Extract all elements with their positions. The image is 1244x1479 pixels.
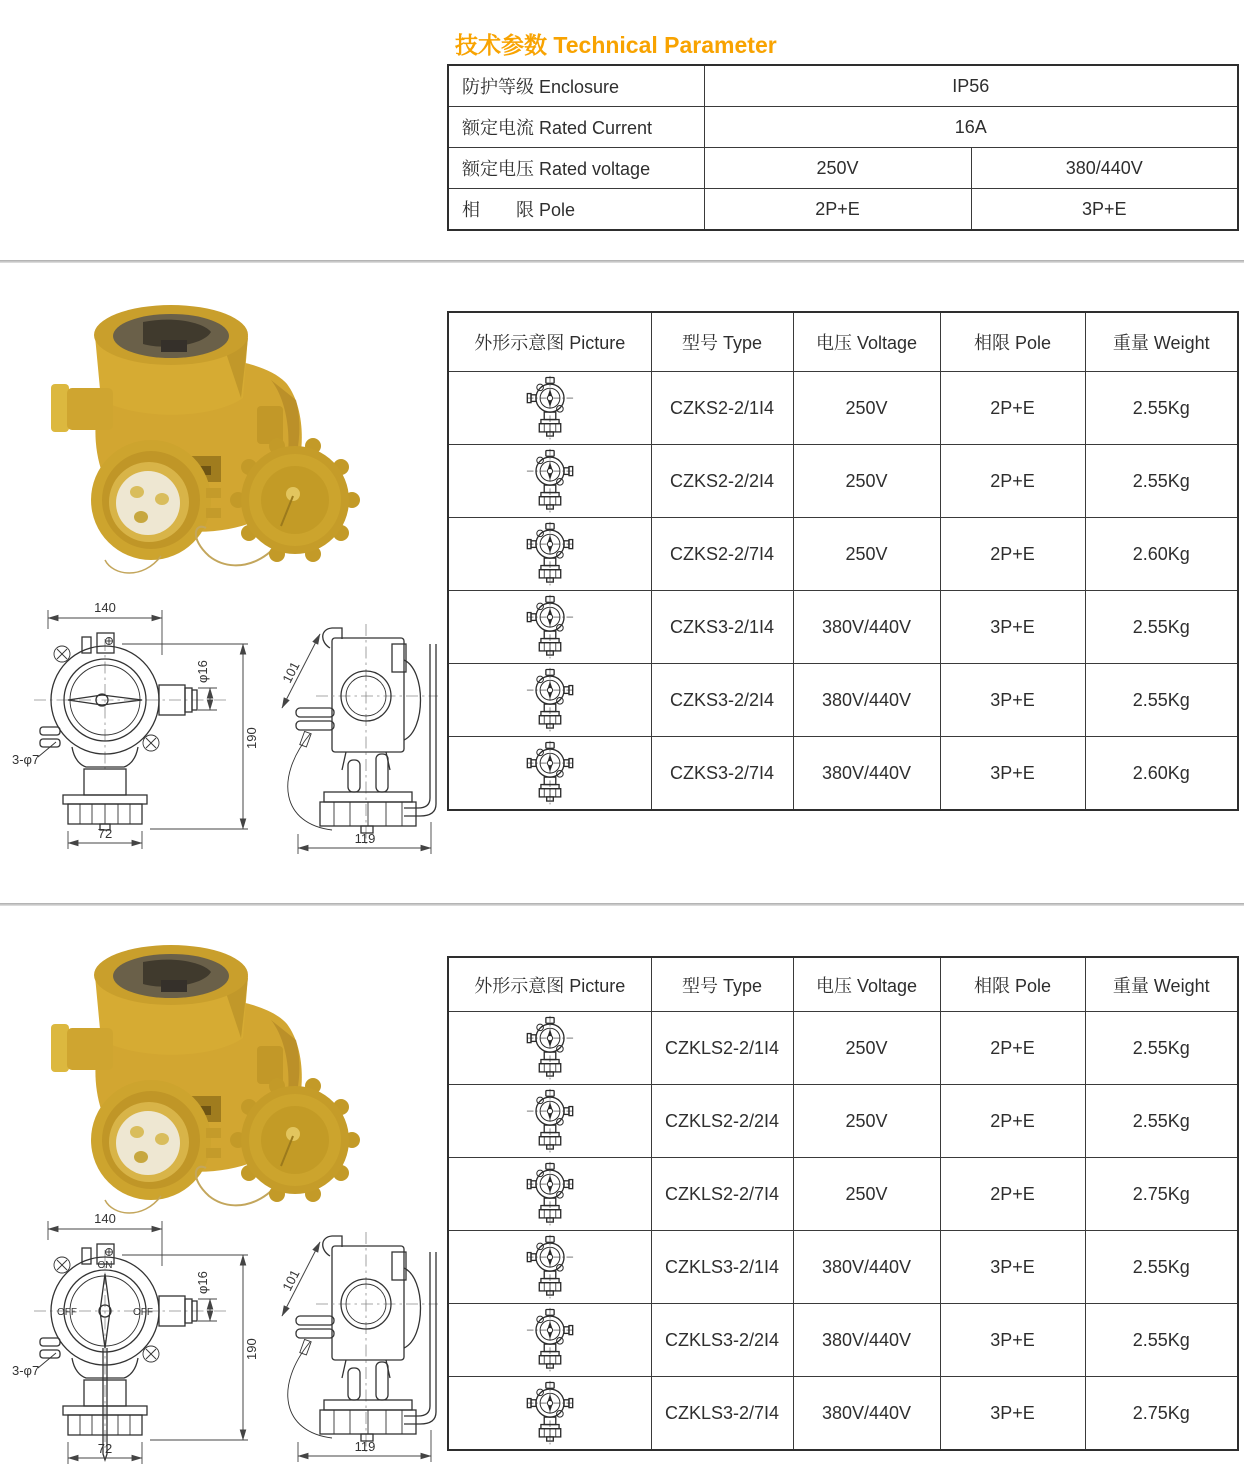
spec-label: 额定电流 Rated Current (448, 107, 704, 148)
spec-row-voltage (448, 148, 1238, 189)
type-cell: CZKLS2-2/2I4 (651, 1085, 793, 1158)
product-front-icon (525, 375, 575, 441)
header-picture: 外形示意图 Picture (448, 312, 651, 372)
dim-side-depth: 101 (279, 659, 303, 686)
dim-mount-holes: 3-φ7 (12, 752, 40, 767)
spec-label: 防护等级 Enclosure (448, 65, 704, 107)
product-front-icon (525, 594, 575, 660)
dim-front-width: 140 (94, 600, 116, 615)
product-front-icon (525, 1161, 575, 1227)
product-front-icon (525, 521, 575, 587)
spec-value: 250V (704, 148, 971, 189)
weight-cell: 2.55Kg (1085, 1231, 1238, 1304)
dim-mount-holes: 3-φ7 (12, 1363, 40, 1378)
voltage-cell: 380V/440V (793, 1231, 940, 1304)
pole-cell: 2P+E (940, 1085, 1085, 1158)
spec-value: 2P+E (704, 189, 971, 231)
table-row (448, 445, 1238, 518)
product-front-icon (525, 667, 575, 733)
dim-front-height: 190 (244, 727, 259, 749)
type-cell: CZKLS3-2/7I4 (651, 1377, 793, 1451)
picture-cell (448, 518, 651, 591)
pole-cell: 2P+E (940, 445, 1085, 518)
table-row (448, 1085, 1238, 1158)
pole-cell: 3P+E (940, 664, 1085, 737)
dim-side-width: 119 (354, 1439, 376, 1454)
voltage-cell: 380V/440V (793, 591, 940, 664)
table-row (448, 518, 1238, 591)
header-type: 型号 Type (651, 312, 793, 372)
weight-cell: 2.75Kg (1085, 1158, 1238, 1231)
type-cell: CZKLS3-2/2I4 (651, 1304, 793, 1377)
pole-cell: 3P+E (940, 1377, 1085, 1451)
type-cell: CZKS3-2/7I4 (651, 737, 793, 811)
table-row (448, 1377, 1238, 1451)
catalog-table-czks (447, 311, 1239, 811)
spec-row-enclosure (448, 65, 1238, 107)
weight-cell: 2.55Kg (1085, 372, 1238, 445)
voltage-cell: 250V (793, 1158, 940, 1231)
picture-cell (448, 445, 651, 518)
voltage-cell: 380V/440V (793, 1377, 940, 1451)
voltage-cell: 250V (793, 1012, 940, 1085)
front-dimension-drawing (10, 597, 260, 855)
spec-label: 额定电压 Rated voltage (448, 148, 704, 189)
weight-cell: 2.55Kg (1085, 1012, 1238, 1085)
table-row (448, 372, 1238, 445)
voltage-cell: 380V/440V (793, 1304, 940, 1377)
header-voltage: 电压 Voltage (793, 312, 940, 372)
picture-cell (448, 1158, 651, 1231)
catalog-table-czkls (447, 956, 1239, 1451)
picture-cell (448, 1304, 651, 1377)
table-row (448, 664, 1238, 737)
dial-on-label: ON (97, 1260, 113, 1271)
spec-value: 3P+E (971, 189, 1238, 231)
header-picture: 外形示意图 Picture (448, 957, 651, 1012)
side-dimension-drawing (268, 1216, 463, 1464)
weight-cell: 2.60Kg (1085, 518, 1238, 591)
type-cell: CZKLS2-2/1I4 (651, 1012, 793, 1085)
spec-label: 相 限 Pole (448, 189, 704, 231)
product-front-icon (525, 1088, 575, 1154)
header-pole: 相限 Pole (940, 312, 1085, 372)
type-cell: CZKS3-2/1I4 (651, 591, 793, 664)
product-photo (38, 288, 428, 588)
weight-cell: 2.75Kg (1085, 1377, 1238, 1451)
picture-cell (448, 372, 651, 445)
pole-cell: 2P+E (940, 518, 1085, 591)
picture-cell (448, 1085, 651, 1158)
side-dimension-drawing (268, 608, 463, 856)
spec-value: 380/440V (971, 148, 1238, 189)
picture-cell (448, 591, 651, 664)
spec-row-pole (448, 189, 1238, 231)
voltage-cell: 250V (793, 518, 940, 591)
dim-base-width: 72 (97, 826, 113, 841)
front-dimension-drawing-onoff (10, 1208, 260, 1470)
header-type: 型号 Type (651, 957, 793, 1012)
weight-cell: 2.60Kg (1085, 737, 1238, 811)
table-row (448, 1158, 1238, 1231)
product-front-icon (525, 740, 575, 806)
voltage-cell: 380V/440V (793, 664, 940, 737)
header-weight: 重量 Weight (1085, 312, 1238, 372)
table-row (448, 737, 1238, 811)
table-row (448, 1304, 1238, 1377)
dim-conduit: φ16 (195, 660, 210, 683)
voltage-cell: 250V (793, 445, 940, 518)
type-cell: CZKLS2-2/7I4 (651, 1158, 793, 1231)
product-front-icon (525, 448, 575, 514)
spec-row-current (448, 107, 1238, 148)
pole-cell: 2P+E (940, 1158, 1085, 1231)
dim-side-width: 119 (354, 831, 376, 846)
picture-cell (448, 1012, 651, 1085)
spec-value: IP56 (704, 65, 1238, 107)
pole-cell: 2P+E (940, 1012, 1085, 1085)
page-title: 技术参数 Technical Parameter (455, 32, 777, 58)
type-cell: CZKS3-2/2I4 (651, 664, 793, 737)
picture-cell (448, 1377, 651, 1451)
product-photo (38, 928, 428, 1228)
picture-cell (448, 664, 651, 737)
product-front-icon (525, 1234, 575, 1300)
voltage-cell: 250V (793, 1085, 940, 1158)
dim-front-height: 190 (244, 1338, 259, 1360)
section-divider (0, 260, 1244, 263)
table-row (448, 1012, 1238, 1085)
dial-off-label: OFF (57, 1307, 77, 1318)
weight-cell: 2.55Kg (1085, 664, 1238, 737)
picture-cell (448, 737, 651, 811)
header-row (448, 312, 1238, 372)
weight-cell: 2.55Kg (1085, 445, 1238, 518)
dial-off-label: OFF (133, 1307, 153, 1318)
pole-cell: 3P+E (940, 591, 1085, 664)
spec-table (447, 64, 1239, 231)
weight-cell: 2.55Kg (1085, 1304, 1238, 1377)
type-cell: CZKLS3-2/1I4 (651, 1231, 793, 1304)
section-divider (0, 903, 1244, 906)
type-cell: CZKS2-2/1I4 (651, 372, 793, 445)
header-voltage: 电压 Voltage (793, 957, 940, 1012)
product-front-icon (525, 1380, 575, 1446)
header-row (448, 957, 1238, 1012)
pole-cell: 3P+E (940, 1231, 1085, 1304)
pole-cell: 2P+E (940, 372, 1085, 445)
voltage-cell: 380V/440V (793, 737, 940, 811)
voltage-cell: 250V (793, 372, 940, 445)
product-front-icon (525, 1307, 575, 1373)
table-row (448, 1231, 1238, 1304)
dim-conduit: φ16 (195, 1271, 210, 1294)
header-weight: 重量 Weight (1085, 957, 1238, 1012)
picture-cell (448, 1231, 651, 1304)
header-pole: 相限 Pole (940, 957, 1085, 1012)
table-row (448, 591, 1238, 664)
pole-cell: 3P+E (940, 1304, 1085, 1377)
type-cell: CZKS2-2/7I4 (651, 518, 793, 591)
type-cell: CZKS2-2/2I4 (651, 445, 793, 518)
spec-value: 16A (704, 107, 1238, 148)
weight-cell: 2.55Kg (1085, 1085, 1238, 1158)
weight-cell: 2.55Kg (1085, 591, 1238, 664)
pole-cell: 3P+E (940, 737, 1085, 811)
dim-side-depth: 101 (279, 1267, 303, 1294)
dim-front-width: 140 (94, 1211, 116, 1226)
product-front-icon (525, 1015, 575, 1081)
dim-base-width: 72 (97, 1441, 113, 1456)
